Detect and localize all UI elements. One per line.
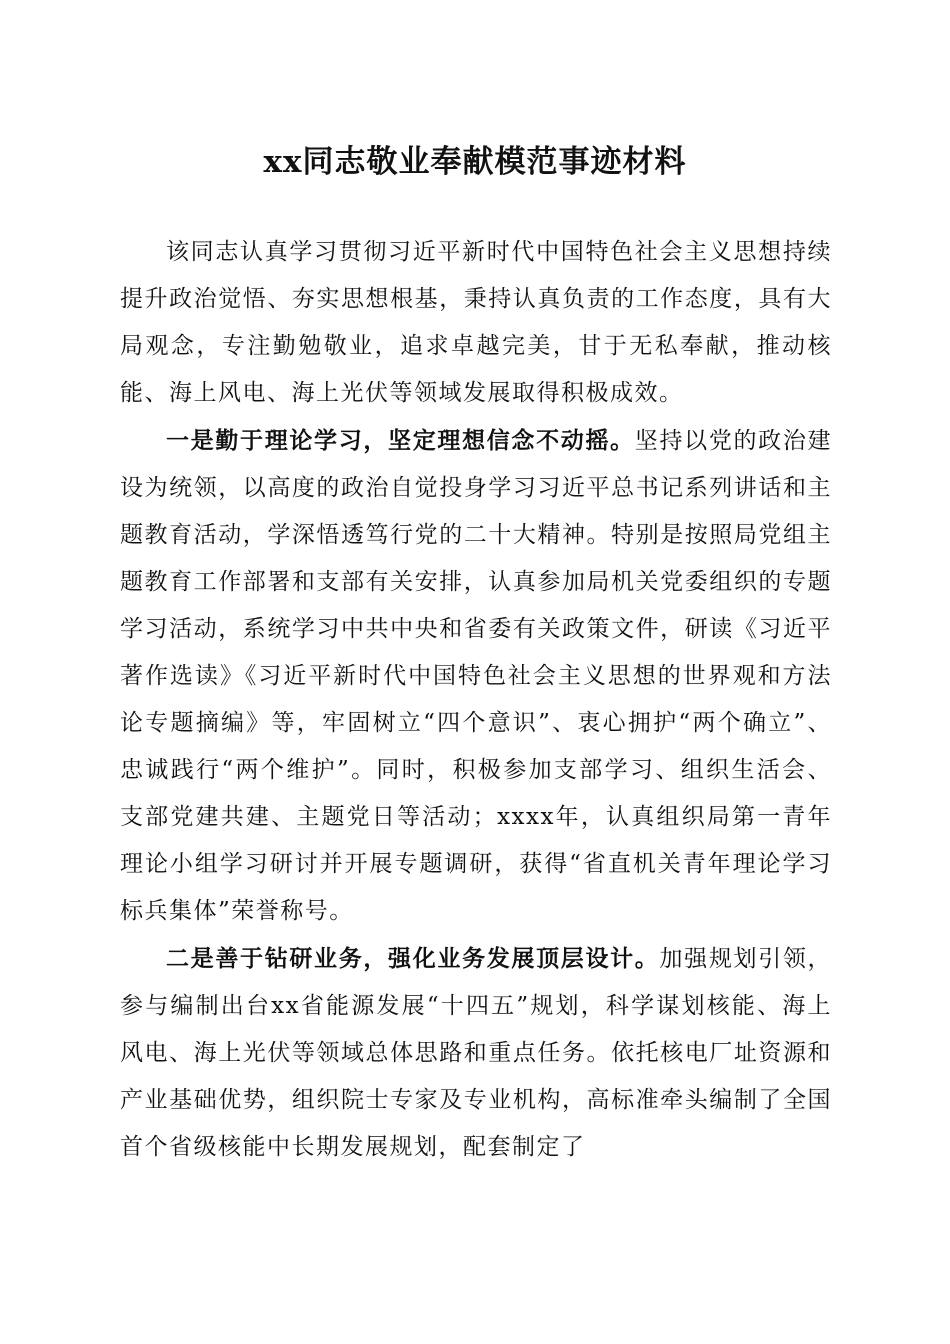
paragraph-business-research-heading: 二是善于钻研业务，强化业务发展顶层设计。 <box>166 945 660 972</box>
paragraph-business-research-text: 加强规划引领，参与编制出台xx省能源发展“十四五”规划，科学谋划核能、海上风电、海上光伏等领域总体思路和重点任务。依托核电厂址资源和产业基础优势，组织院士专家及专业机构，高标准牵头编制了全国首个省级核能中长期发展规划，配套制定了 <box>120 946 833 1160</box>
paragraph-intro <box>120 229 832 417</box>
paragraph-business-research <box>120 935 832 1171</box>
paragraph-theory-study-text: 坚持以党的政治建设为统领，以高度的政治自觉投身学习习近平总书记系列讲话和主题教育活动，学深悟透笃行党的二十大精神。特别是按照局党组主题教育工作部署和支部有关安排，认真参加局机关党委组织的专题学习活动，系统学习中共中央和省委有关政策文件，研读《习近平著作选读》《习近平新时代中国特色社会主义思想的世界观和方法论专题摘编》等，牢固树立“四个意识”、衷心拥护“两个确立”、忠诚践行“两个维护”。同时，积极参加支部学习、组织生活会、支部党建共建、主题党日等活动；xxxx年，认真组织局第一青年理论小组学习研讨并开展专题调研，获得“省直机关青年理论学习标兵集体”荣誉称号。 <box>120 428 833 924</box>
document-title: xx同志敬业奉献模范事迹材料 <box>263 144 687 180</box>
paragraph-theory-study-heading: 一是勤于理论学习，坚定理想信念不动摇。 <box>166 427 635 454</box>
document-body <box>120 229 832 1171</box>
paragraph-intro-text: 该同志认真学习贯彻习近平新时代中国特色社会主义思想持续提升政治觉悟、夯实思想根基，秉持认真负责的工作态度，具有大局观念，专注勤勉敬业，追求卓越完美，甘于无私奉献，推动核能、海上风电、海上光伏等领域发展取得积极成效。 <box>120 239 832 406</box>
paragraph-theory-study <box>120 417 832 935</box>
